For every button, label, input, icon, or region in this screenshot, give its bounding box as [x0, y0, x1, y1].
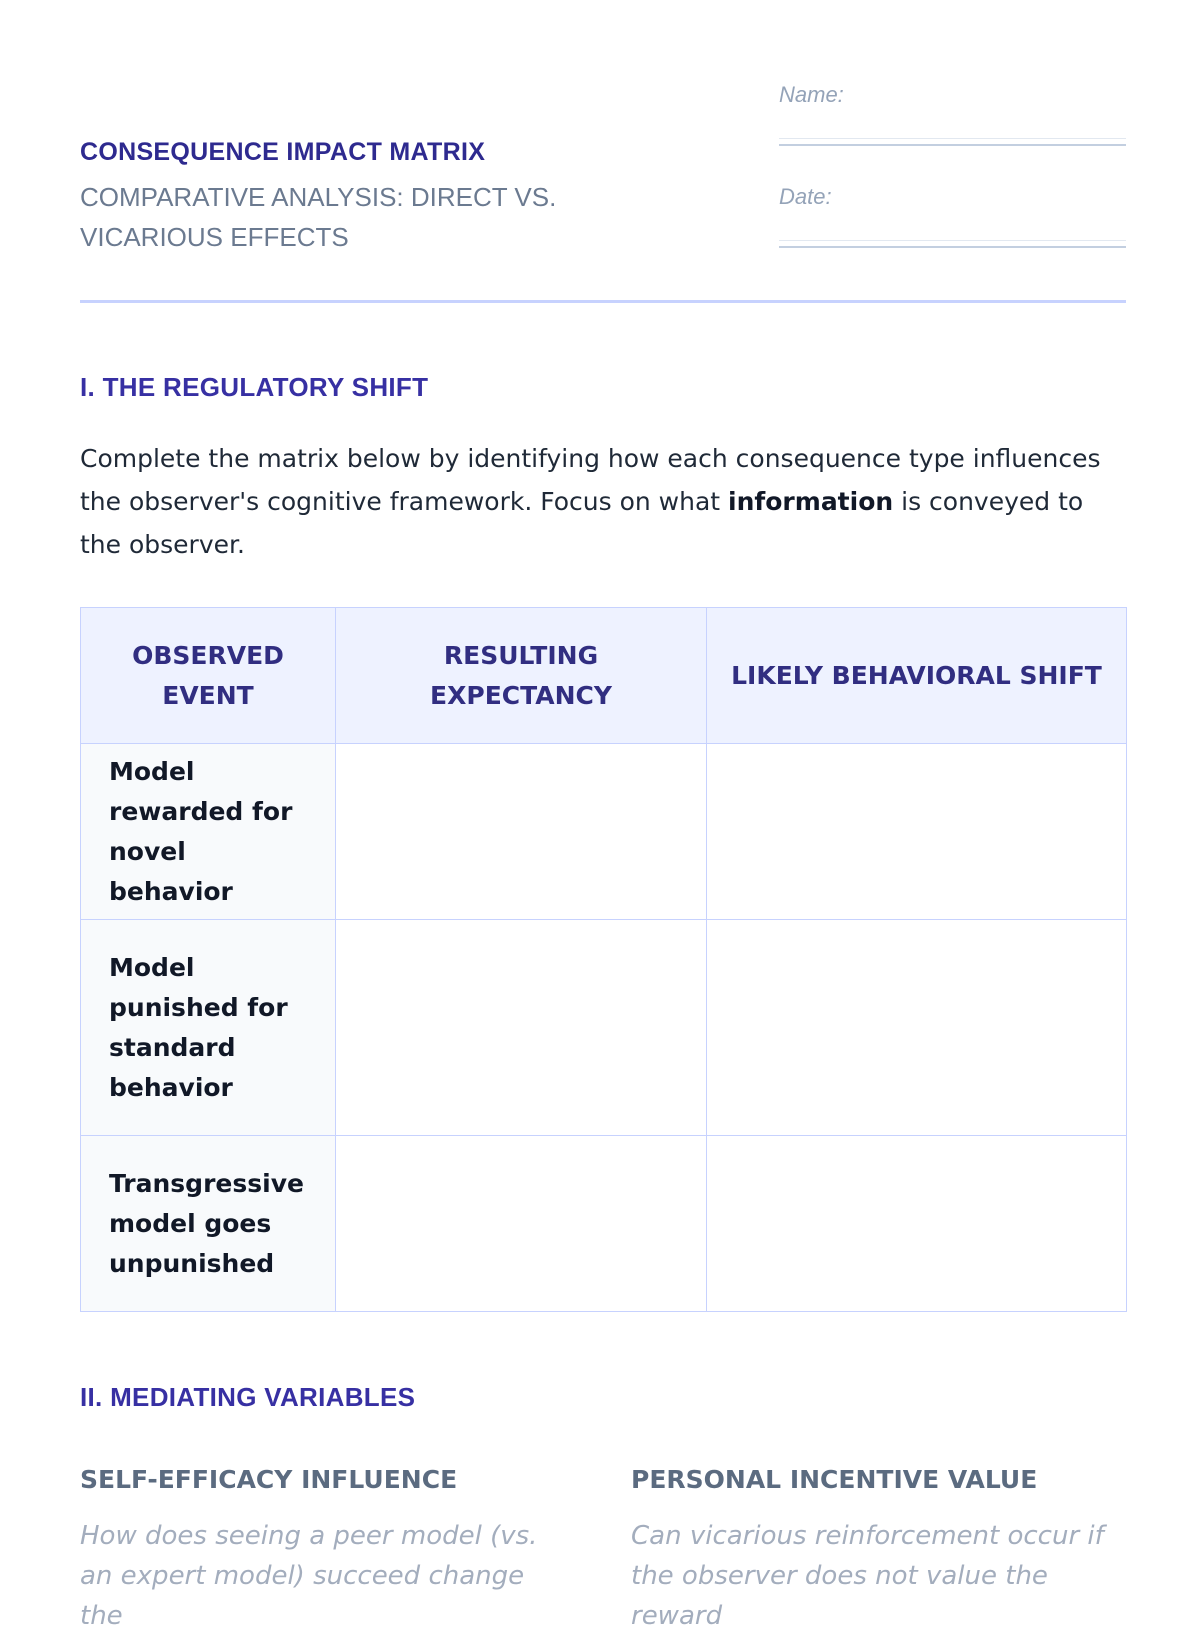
behavioral-shift-answer-cell[interactable] [707, 744, 1127, 920]
self-efficacy-heading: SELF-EFFICACY INFLUENCE [80, 1465, 458, 1494]
table-row [81, 1136, 1127, 1312]
behavioral-shift-answer-cell[interactable] [707, 920, 1127, 1136]
intro-text-end: is conveyed to the observer. [80, 487, 1084, 559]
observed-event-cell: Model rewarded for novel behavior [81, 744, 336, 920]
date-label: Date: [779, 184, 832, 209]
expectancy-answer-cell[interactable] [336, 1136, 707, 1312]
table-row [81, 920, 1127, 1136]
column-header-observed-event: OBSERVED EVENT [81, 608, 336, 744]
intro-text-start: Complete the matrix below by identifying how each consequence type influences the observer's cognitive framework. Focus on what [80, 444, 1101, 516]
document-header [80, 0, 1126, 303]
self-efficacy-column [80, 1465, 560, 1636]
incentive-value-column [631, 1465, 1131, 1636]
incentive-value-heading: PERSONAL INCENTIVE VALUE [631, 1465, 1038, 1494]
table-row [81, 744, 1127, 920]
intro-emphasis: information [728, 487, 894, 516]
document-subtitle: COMPARATIVE ANALYSIS: DIRECT VS. VICARIOUS EFFECTS [80, 182, 557, 252]
column-header-resulting-expectancy: RESULTING EXPECTANCY [336, 608, 707, 744]
section-2-title: II. MEDIATING VARIABLES [80, 1382, 416, 1412]
document-title: CONSEQUENCE IMPACT MATRIX [80, 138, 486, 166]
section-1-title: I. THE REGULATORY SHIFT [80, 372, 429, 402]
date-field [779, 184, 1126, 286]
expectancy-answer-cell[interactable] [336, 744, 707, 920]
incentive-value-prompt: Can vicarious reinforcement occur if the observer does not value the reward [631, 1521, 1104, 1631]
meta-fields [779, 82, 1126, 286]
section-1-instructions [80, 437, 1126, 566]
name-label: Name: [779, 82, 844, 107]
column-header-behavioral-shift: LIKELY BEHAVIORAL SHIFT [707, 608, 1127, 744]
behavioral-shift-answer-cell[interactable] [707, 1136, 1127, 1312]
expectancy-answer-cell[interactable] [336, 920, 707, 1136]
table-header-row [81, 608, 1127, 744]
name-write-line[interactable] [779, 138, 1126, 146]
date-write-line[interactable] [779, 240, 1126, 248]
worksheet-page [80, 0, 1126, 1631]
observed-event-cell: Model punished for standard behavior [81, 920, 336, 1136]
title-block [80, 138, 700, 257]
consequence-matrix-table [80, 607, 1127, 1312]
self-efficacy-prompt: How does seeing a peer model (vs. an expert model) succeed change the [80, 1521, 538, 1631]
observed-event-cell: Transgressive model goes unpunished [81, 1136, 336, 1312]
name-field [779, 82, 1126, 184]
